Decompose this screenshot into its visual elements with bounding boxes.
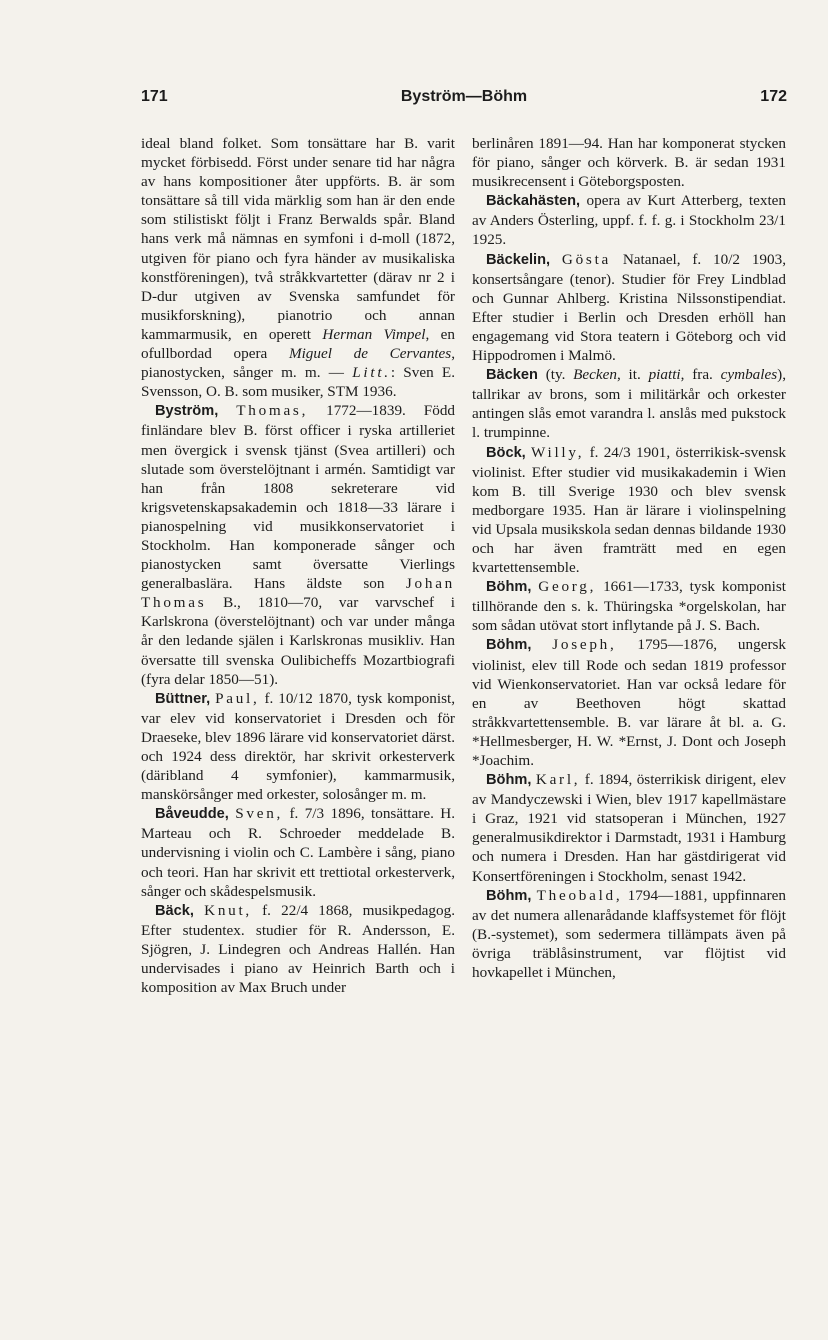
entry-text: ), tallrikar av brons, som i militärkår och orkester antingen slås emot varandra l. anslås med pukstock l. trumpinne. [472,366,786,442]
entry-given-name: Thomas, [236,402,309,420]
foreign-term: piatti [648,366,681,384]
entry-given-name: Georg, [538,578,597,596]
foreign-term: cymbales [720,366,778,384]
running-title: Byström—Böhm [400,88,528,105]
entry-text: f. 1894, österrikisk dirigent, elev av Mandyczewski i Wien, blev 1917 kapellmästare i Graz, 1921 vid statsoperan i München, 1927 generalmusikdirektor i Darmstadt, 1931 i Hamburg och numera i Dresden. Han har gästdirigerat vid Konsertföreningen i Stockholm, senast 1942. [472,771,787,885]
entry-given-name: Theobald, [536,886,623,904]
work-title: Miguel de Cervantes [288,345,452,363]
entry-given-name: Sven, [235,805,284,823]
entry-back [141,901,455,997]
entry-text: 1772—1839. Född finländare blev B. först officer i ryska artilleriet men övergick i svensk tjänst (Svea artilleri) och slutade som överstelöjtnant i armén. Samtidigt var han från 1808 sekreterare vid krigsvetenskapsakademin och 1818—33 lärare i pianospelning vid musikkonservatoriet i Stockholm. Han komponerade sånger och pianostycken samt översatte Vierlings generalbaslära. Hans äldste son [141,402,456,593]
entry-text: B., 1810—70, var varvschef i Karlskrona (överstelöjtnant) och var under många år den ledande själen i Karlskronas musikliv. Han översatte till svenska Oulibicheffs Mozartbiografi (fyra delar 1850—51). [141,594,455,688]
entry-bystrom [141,401,455,688]
entry-text: f. 24/3 1901, österrikisk-svensk violinist. Efter studier vid musikakademin i Wien kom B. till Sverige 1930 och blev svensk medborgare 1935. Han är lärare i violinspelning vid Upsala musikskola sedan dennas bildande 1930 och har även framträtt med en egen kvartettensemble. [472,443,786,577]
entry-buttner [141,689,455,805]
entry-headword: Böck, [486,444,526,461]
entry-bohm-georg [472,577,786,635]
right-column [472,134,786,982]
entry-headword: Båveudde, [155,806,229,823]
right-page-number: 172 [760,88,787,105]
entry-headword: Böhm, [486,887,532,904]
entry-bock [472,443,786,578]
entry-given-name: Karl, [535,771,581,789]
page-header [141,88,787,112]
continuation-paragraph [141,134,455,401]
entry-headword: Bäckelin, [486,251,551,268]
continuation-text: ideal bland folket. Som tonsättare har B. varit mycket förbisedd. Först under senare tid har några av hans kompositioner åter uppförts. B. är som tonsättare så till vida märklig som han är den ende som stilistiskt följt i Franz Berwalds spår. Bland hans verk må nämnas en symfoni i d-moll (1872, utgiven för piano och fyra händer av musikaliska konstföreningen), två stråkkvartetter (därav nr 2 i D-dur utgiven av Svenska samfundet för musikforskning), pianotrio och annan kammarmusik, en operett [141,135,455,343]
entry-text: f. 7/3 1896, tonsättare. H. Marteau och R. Schroeder meddelade B. undervisning i violin och C. Lambère i sång, piano och teori. Han har skrivit ett trettiotal orkesterverk, sånger och skådespelsmusik. [141,805,456,900]
entry-son-name: Johan Thomas [141,575,456,612]
entry-given-name: Paul, [215,689,260,707]
foreign-term: Becken [573,366,617,384]
literature-text: : Sven E. Svensson, O. B. som musiker, STM 1936. [141,364,455,401]
continuation-text: , pianostycken, sånger m. m. — [141,345,456,382]
entry-text: 1795—1876, ungersk violinist, elev till Rode och sedan 1819 professor vid Wienkonservatoriet. Han var också ledare för en av Beethoven högt skattad stråkkvartettensemble. B. var lärare åt bl. a. G. *Hellmesberger, H. W. *Ernst, J. Dont och Joseph *Joachim. [472,636,787,769]
entry-text: Natanael, f. 10/2 1903, konsertsångare (tenor). Studier för Frey Lindblad och Gunnar Ahlberg. Kristina Nilssonstipendiat. Efter studier i Berlin och Dresden erhöll han engagemang vid Stora teatern i Göteborg och vid Hippodromen i Malmö. [472,250,786,365]
entry-bohm-karl [472,770,786,886]
work-title: Herman Vimpel [322,325,426,343]
entry-given-name: Joseph, [552,636,617,654]
continuation-paragraph [472,134,786,191]
entry-backen [472,365,786,442]
entry-headword: Bäckahästen, [486,193,581,210]
left-page-number: 171 [141,88,168,105]
entry-given-name: Knut, [204,901,252,919]
entry-headword: Byström, [155,403,219,420]
entry-text: f. 10/12 1870, tysk komponist, var elev vid konservatoriet i Dresden och för Draeseke, blev 1896 lärare vid konservatoriet därst. och 1924 dess direktör, har skrivit orkesterverk (däribland 4 symfonier), kammarmusik, manskörsånger med orkester, solosånger m. m. [141,689,456,804]
entry-text: 1794—1881, uppfinnaren av det numera allenarådande klaffsystemet för flöjt (B.-systemet), som sedermera tillämpats även på övriga träblåsinstrument, var flöjtist vid hovkapellet i München, [472,886,786,982]
entry-text: 1661—1733, tysk komponist tillhörande den s. k. Thüringska *orgelskolan, har som sådan utövat stort inflytande på J. S. Bach. [472,578,786,635]
entry-bohm-theobald [472,886,786,982]
entry-headword: Bäcken [486,367,538,384]
continuation-text: berlinåren 1891—94. Han har komponerat stycken för piano, sånger och körverk. B. är sedan 1931 musikrecensent i Göteborgsposten. [472,135,786,191]
entry-text: , it. [616,366,641,384]
entry-text: , fra. [680,366,713,384]
literature-label: Litt. [352,364,391,382]
entry-text: (ty. [545,366,566,384]
left-column [141,134,455,997]
entry-headword: Böhm, [486,579,532,596]
entry-given-name: Willy, [531,443,585,461]
entry-given-name: Gösta [561,250,612,268]
continuation-text: , en ofullbordad opera [141,325,455,363]
entry-backelin [472,250,786,366]
entry-headword: Böhm, [486,637,532,654]
entry-headword: Büttner, [155,690,211,707]
entry-headword: Böhm, [486,772,532,789]
entry-backahasten [472,191,786,249]
entry-text: opera av Kurt Atterberg, texten av Anders Österling, uppf. f. f. g. i Stockholm 23/1 1925. [472,192,786,249]
entry-headword: Bäck, [155,902,194,919]
entry-bohm-joseph [472,635,786,770]
entry-text: f. 22/4 1868, musikpedagog. Efter studentex. studier för R. Andersson, E. Sjögren, J. Lindegren och Andreas Hallén. Han undervisades i piano av Heinrich Barth och i komposition av Max Bruch under [141,901,455,997]
entry-baveudde [141,804,455,900]
